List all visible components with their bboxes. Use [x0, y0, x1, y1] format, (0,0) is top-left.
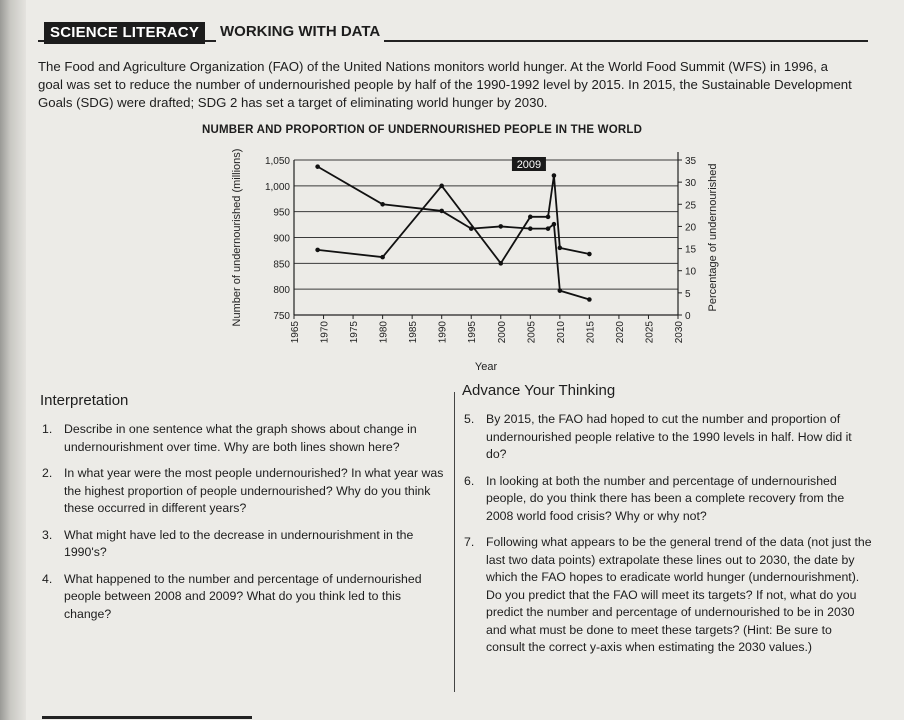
x-tick-label: 2015 [585, 321, 597, 344]
y-right-tick-label: 30 [685, 178, 697, 190]
x-tick-label: 1975 [349, 321, 361, 344]
y-left-tick-label: 800 [273, 285, 290, 297]
y-right-tick-label: 15 [685, 244, 697, 256]
advance-thinking-section [462, 382, 872, 666]
x-tick-label: 1970 [319, 321, 331, 344]
x-tick-label: 1985 [408, 321, 420, 344]
percentage-data-point [469, 226, 474, 231]
question-item [40, 527, 450, 562]
question-item [462, 473, 872, 526]
section-title: WORKING WITH DATA [216, 22, 384, 42]
section-header [38, 22, 868, 44]
intro-text: The Food and Agriculture Organization (FAO) of the United Nations monitors world hunger. At the World Food Summit (WFS) in 1996, a goal was set to reduce the number of undernourished people by half of the 1990-1992 level by 2015. In 2015, the Sustainable Development Goals (SDG) were drafted; SDG 2 has set a target of eliminating world hunger by 2030. [38, 59, 852, 110]
annotation-label: 2009 [516, 159, 542, 171]
y-left-tick-label: 950 [273, 207, 290, 219]
y-right-tick-label: 5 [685, 288, 691, 300]
question-text: Following what appears to be the general trend of the data (not just the last two data points) extrapolate these lines out to 2030, the date by which the FAO hopes to eradicate world hunger (undernourishment). Do you predict that the FAO will meet its targets? If not, what do you predict the number and percentage of undernourished to be in 2030 and what must be done to meet these targets? (Hint: Be sure to consult the correct y-axis when estimating the 2030 values.) [486, 535, 872, 654]
percentage-data-point [439, 209, 444, 214]
percentage-data-point [380, 202, 385, 207]
y-left-tick-label: 1,050 [264, 156, 290, 167]
book-spine-shadow [0, 0, 26, 720]
x-axis-title: Year [474, 361, 498, 373]
question-number: 6. [464, 473, 475, 488]
y-left-tick-label: 850 [273, 259, 290, 271]
y-right-tick-label: 35 [685, 156, 697, 167]
question-number: 5. [464, 412, 475, 426]
question-item [40, 421, 450, 456]
y-left-tick-label: 1,000 [264, 181, 290, 193]
question-number: 2. [42, 466, 53, 480]
x-tick-label: 2010 [555, 321, 567, 344]
x-tick-label: 2005 [526, 321, 538, 344]
percentage-data-point [315, 164, 320, 169]
undernourishment-chart [202, 140, 742, 385]
y-right-tick-label: 0 [685, 311, 691, 322]
advance-questions [462, 411, 872, 657]
percentage-data-point [587, 297, 592, 302]
number-data-point [587, 252, 592, 257]
question-text: In looking at both the number and percentage of undernourished people, do you think there has been a complete recovery from the 2008 world food crisis? Why or why not? [486, 473, 845, 523]
question-item [462, 411, 872, 464]
number-data-point [380, 255, 385, 260]
chart-title: NUMBER AND PROPORTION OF UNDERNOURISHED PEOPLE IN THE WORLD [202, 124, 643, 136]
y-left-tick-label: 750 [273, 311, 290, 322]
advance-heading: Advance Your Thinking [462, 382, 616, 399]
number-data-point [546, 215, 551, 220]
number-data-point [315, 248, 320, 253]
percentage-series-line [318, 167, 590, 300]
interpretation-questions [40, 421, 450, 623]
y-right-tick-label: 25 [685, 200, 697, 212]
question-number: 7. [464, 535, 475, 549]
number-data-point [552, 173, 557, 178]
number-series-line [318, 176, 590, 264]
question-item [462, 534, 872, 657]
number-data-point [498, 261, 503, 266]
science-literacy-tag: SCIENCE LITERACY [44, 22, 205, 44]
y-left-tick-label: 900 [273, 233, 290, 245]
question-number: 1. [42, 422, 53, 436]
column-divider [454, 392, 455, 692]
x-tick-label: 2000 [496, 321, 508, 344]
number-data-point [558, 246, 563, 251]
y-right-tick-label: 20 [685, 222, 697, 234]
textbook-page [26, 0, 904, 720]
question-number: 4. [42, 571, 53, 586]
question-text: Describe in one sentence what the graph shows about change in undernourishment over time. Why are both lines shown here? [64, 422, 417, 454]
percentage-data-point [528, 226, 533, 231]
x-tick-label: 2020 [614, 321, 626, 344]
number-data-point [439, 184, 444, 189]
question-number: 3. [42, 527, 53, 542]
percentage-data-point [558, 288, 563, 293]
intro-paragraph [38, 58, 856, 112]
y-left-axis-title: Number of undernourished (millions) [231, 148, 243, 327]
percentage-data-point [552, 222, 557, 227]
x-tick-label: 1990 [437, 321, 449, 344]
number-data-point [528, 215, 533, 220]
percentage-data-point [498, 224, 503, 229]
question-text: In what year were the most people undernourished? In what year was the highest proportion of people undernourished? Why do you think these occurred in different years? [64, 466, 444, 515]
question-item [40, 465, 450, 518]
interpretation-section [40, 392, 450, 632]
y-right-axis-title: Percentage of undernourished [707, 163, 719, 312]
percentage-data-point [546, 226, 551, 231]
interpretation-heading: Interpretation [40, 392, 129, 409]
y-right-tick-label: 10 [685, 266, 697, 278]
question-text: What happened to the number and percentage of undernourished people between 2008 and 2009? What do you think led to this change? [64, 571, 422, 621]
question-item [40, 571, 450, 624]
footer-rule [42, 716, 252, 719]
question-text: What might have led to the decrease in undernourishment in the 1990's? [64, 527, 414, 559]
x-tick-label: 1965 [290, 321, 301, 344]
x-tick-label: 1980 [378, 321, 390, 344]
x-tick-label: 2025 [644, 321, 656, 344]
x-tick-label: 1995 [467, 321, 479, 344]
question-text: By 2015, the FAO had hoped to cut the number and proportion of undernourished people relative to the 1990 levels in half. How did it do? [486, 412, 852, 461]
x-tick-label: 2030 [674, 321, 685, 344]
